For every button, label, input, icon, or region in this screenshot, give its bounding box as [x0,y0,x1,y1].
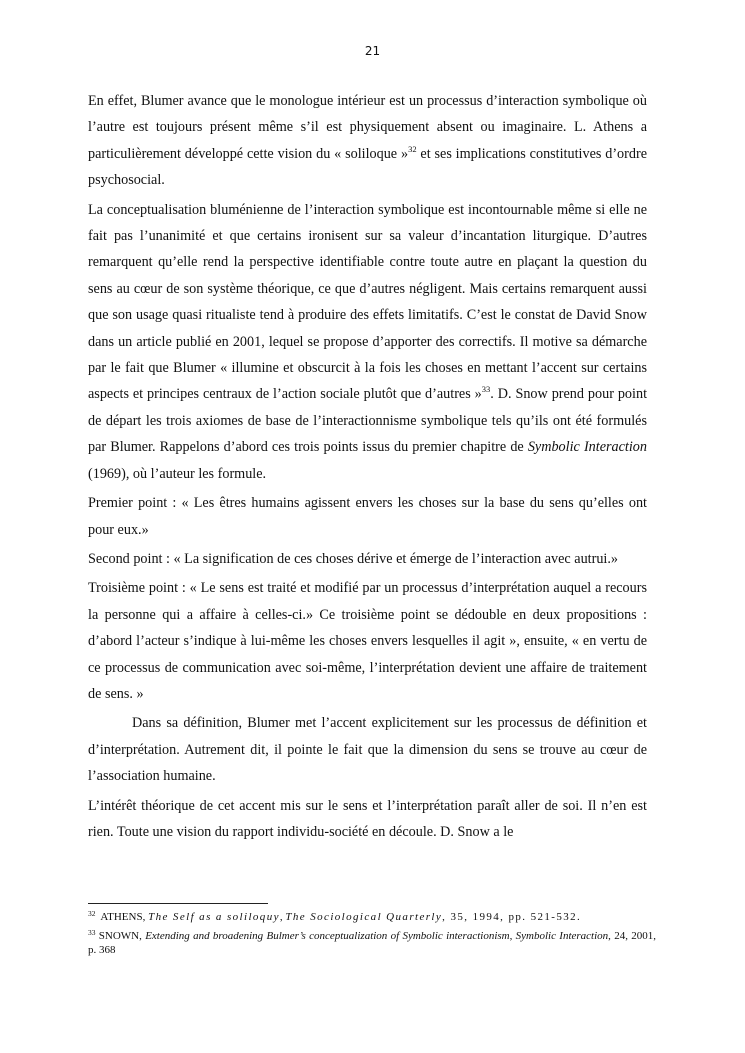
paragraph-second-point: Second point : « La signification de ces choses dérive et émerge de l’interaction avec autrui.» [88,550,619,567]
footnote-journal: The Sociological Quarterly [285,911,443,923]
page-number: 21 [364,44,381,58]
paragraph-interet-theorique: L’intérêt théorique de cet accent mis sur le sens et l’interprétation paraît aller de soi. Il n’en est rien. Toute une vision du rapport individu-société en découle. D. Snow a le [88,797,647,840]
paragraph-monologue [88,88,647,194]
paragraph-text: . D. Snow prend pour point de départ les trois axiomes de base de l’interactionnisme symbolique tels qu’ils ont été formulés par Blumer. Rappelons d’abord ces trois points issus du premier chapitre de [88,386,648,456]
footnote-33 [88,929,656,958]
footnote-ref-32[interactable]: 32 [408,143,417,154]
footnotes [88,910,656,962]
paragraph-troisieme-point: Troisième point : « Le sens est traité et modifié par un processus d’interprétation auquel a recours la personne qui a affaire à celles-ci.» Ce troisième point se dédouble en deux propositions : d’abord l’acteur s’indique à lui-même les choses envers lesquelles il agit », ensuite, « en vertu de ce processus de communication avec soi-même, l’interprétation devient une affaire de traitement de sens. » [88,580,647,702]
paragraph-conceptualisation [88,197,647,487]
footnote-number: 32 [88,909,96,918]
footnote-ref-33[interactable]: 33 [481,384,491,395]
paragraph-text: et ses implications constitutives d’ordre psychosocial. [88,145,647,189]
paragraph-text: En effet, Blumer avance que le monologue intérieur est un processus d’interaction symbolique où l’autre est toujours présent même s’il est physiquement absent ou imaginaire. L. Athens a particulièrement développé cette vision du « soliloque » [88,93,647,162]
footnote-title: The Self as a soliloquy [148,911,280,923]
paragraph-premier-point: Premier point : « Les êtres humains agissent envers les choses sur la base du sens qu’elles ont pour eux.» [88,495,647,538]
footnote-number: 33 [88,927,96,937]
body-text [88,88,647,848]
footnote-rest: , 24, 2001, p. 368 [88,929,656,956]
footnote-author: SNOWN, [98,929,146,942]
paragraph-definition: Dans sa définition, Blumer met l’accent explicitement sur les processus de définition et d’interprétation. Autrement dit, il pointe le fait que la dimension du sens se trouve au cœur de l’association humaine. [88,715,647,785]
footnote-author: ATHENS, [100,911,149,923]
footnote-rest: , 35, 1994, pp. 521-532. [442,911,582,923]
footnote-32 [88,910,656,925]
paragraph-text: (1969), où l’auteur les formule. [88,465,267,482]
paragraph-text: La conceptualisation bluménienne de l’interaction symbolique est incontournable même si elle ne fait pas l’unanimité et que certains ironisent sur sa valeur d’incantation liturgique. D’autres remarquent qu’elle rend la perspective identifiable contre toute autre en plaçant la question du sens au cœur de son système théorique, ce que d’autres négligent. Mais certains remarquent aussi que son usage quasi ritualiste tend à produire des effets limitatifs. C’est le constat de David Snow dans un article publié en 2001, lequel se propose d’apporter des correctifs. Il motive sa démarche par le fait que Blumer « illumine et obscurcit à la fois les choses en mettant l’accent sur certains aspects et principes centraux de l’action sociale plutôt que d’autres » [88,201,647,403]
footnote-title: Extending and broadening Bulmer’s conceptualization of Symbolic interactionism, Symbolic Interaction [145,929,609,942]
book-title: Symbolic Interaction [527,439,647,456]
footnote-separator: , [279,911,286,923]
footnote-divider [88,903,268,904]
